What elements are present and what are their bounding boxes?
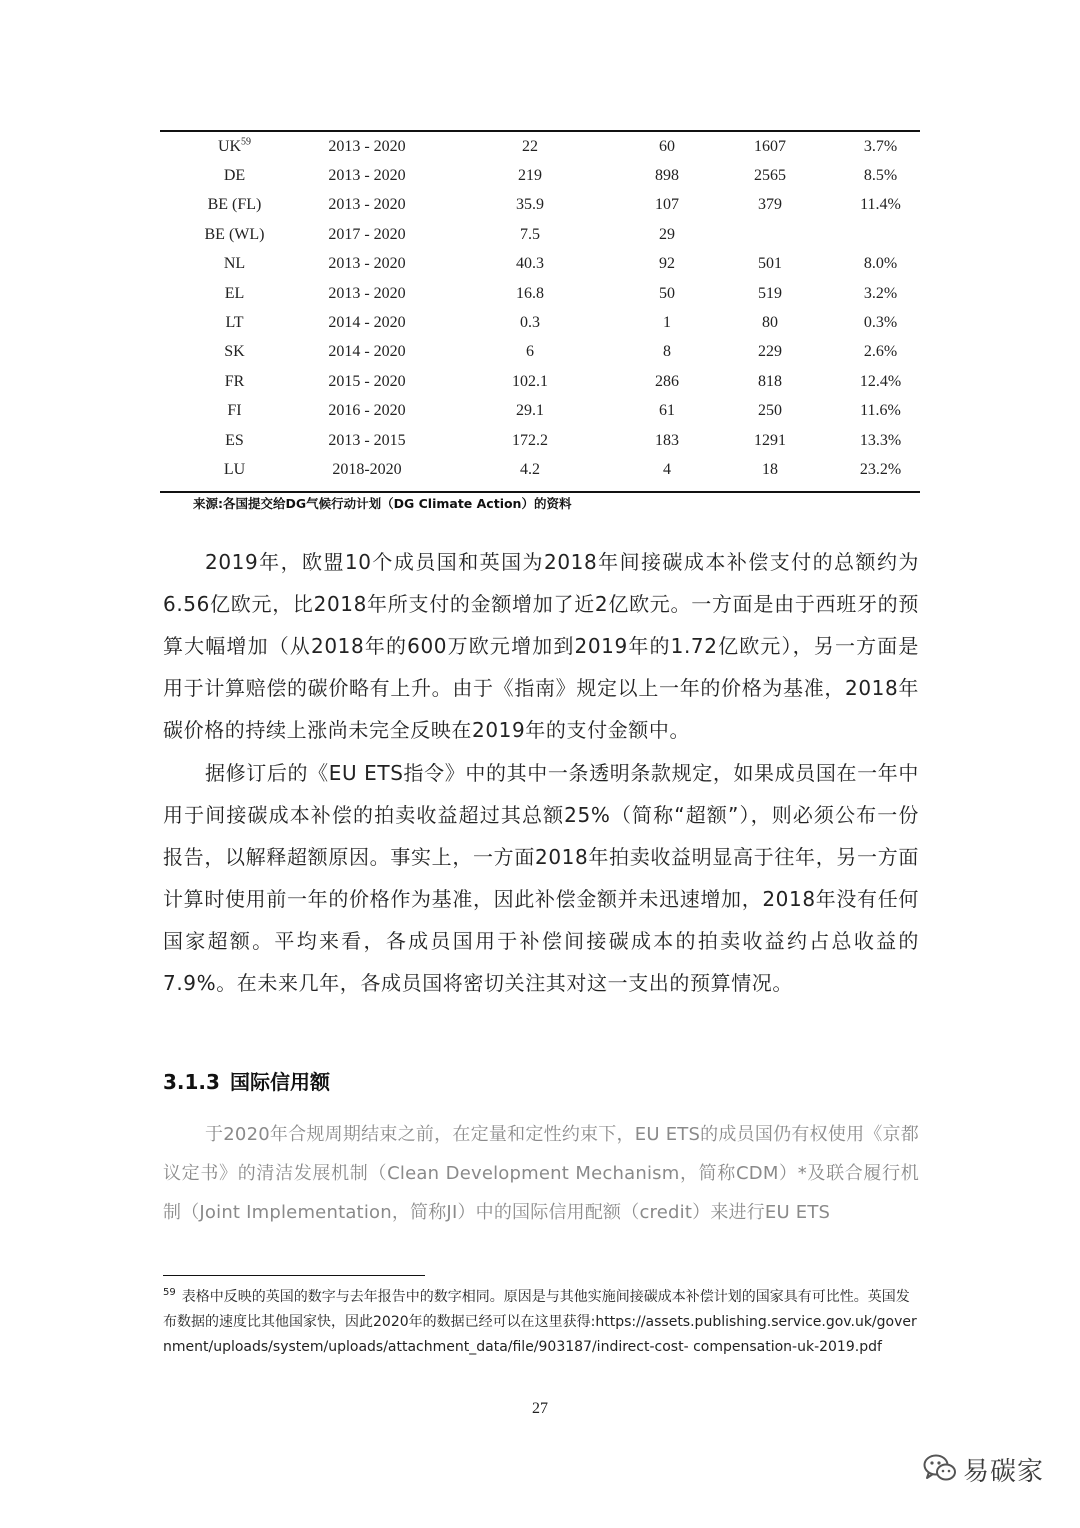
table-cell: 2013 - 2020 bbox=[328, 196, 406, 214]
table-row bbox=[160, 426, 920, 455]
table-source-note: 来源:各国提交给DG气候行动计划（DG Climate Action）的资料 bbox=[193, 496, 572, 511]
page-number: 27 bbox=[532, 1400, 548, 1417]
table-cell: 7.5 bbox=[520, 225, 540, 243]
country-cell bbox=[160, 220, 309, 249]
table-row bbox=[160, 455, 920, 484]
table-row bbox=[160, 279, 920, 308]
body-paragraph bbox=[163, 541, 919, 751]
table-cell: 8.0% bbox=[863, 255, 898, 273]
country-name: ES bbox=[225, 431, 244, 449]
table-cell: 250 bbox=[758, 402, 782, 420]
table-cell: 2018-2020 bbox=[332, 460, 402, 478]
table-cell: 898 bbox=[655, 167, 679, 185]
table-row bbox=[160, 220, 920, 249]
table-cell: 102.1 bbox=[512, 372, 548, 390]
table-cell: 3.2% bbox=[863, 284, 898, 302]
table-cell: 18 bbox=[762, 460, 778, 478]
footnote-link[interactable]: https://assets.publishing.service.gov.uk/government/uploads/system/uploads/attachment_data/file/903187/indirect-cost- compensation-uk-2019.pdf bbox=[163, 1314, 917, 1355]
body-paragraph bbox=[163, 1115, 919, 1232]
wechat-icon bbox=[923, 1453, 957, 1487]
section-title: 国际信用额 bbox=[229, 1070, 330, 1094]
table-cell: 2014 - 2020 bbox=[328, 314, 406, 332]
section-heading bbox=[163, 1066, 330, 1095]
table-cell: 6 bbox=[526, 343, 534, 361]
table-row bbox=[160, 308, 920, 337]
country-name: EL bbox=[224, 284, 245, 302]
country-cell bbox=[160, 397, 309, 426]
table-cell: 22 bbox=[522, 137, 538, 155]
footnote-number: 59 bbox=[163, 1287, 176, 1299]
table-cell: 11.6% bbox=[860, 402, 901, 420]
table-cell: 8 bbox=[663, 343, 671, 361]
footnote-ref: 59 bbox=[241, 136, 252, 148]
table-cell: 12.4% bbox=[859, 372, 902, 390]
table-cell: 286 bbox=[655, 372, 679, 390]
table-cell: 2013 - 2020 bbox=[328, 255, 406, 273]
footnote bbox=[163, 1285, 923, 1360]
country-cell bbox=[160, 191, 309, 220]
table-cell: 2013 - 2015 bbox=[328, 431, 406, 449]
table-cell: 2013 - 2020 bbox=[328, 284, 406, 302]
table-cell: 11.4% bbox=[860, 196, 901, 214]
country-name: DE bbox=[223, 167, 246, 185]
table-cell: 4 bbox=[663, 460, 671, 478]
paragraph-text: 2019年，欧盟10个成员国和英国为2018年间接碳成本补偿支付的总额约为6.56亿欧元，比2018年所支付的金额增加了近2亿欧元。一方面是由于西班牙的预算大幅增加（从2018年的600万欧元增加到2019年的1.72亿欧元），另一方面是用于计算赔偿的碳价略有上升。由于《指南》规定以上一年的价格为基准，2018年碳价格的持续上涨尚未完全反映在2019年的支付金额中。 bbox=[163, 550, 919, 742]
table-cell: 2565 bbox=[754, 167, 786, 185]
country-name: LT bbox=[225, 314, 244, 332]
country-cell bbox=[160, 279, 309, 308]
table-cell: 3.7% bbox=[863, 137, 898, 155]
table-cell: 29 bbox=[659, 225, 675, 243]
table-cell: 61 bbox=[659, 402, 675, 420]
table-cell bbox=[841, 220, 920, 249]
table-row bbox=[160, 132, 920, 161]
table-cell: 29.1 bbox=[516, 402, 544, 420]
table-row bbox=[160, 397, 920, 426]
country-cell bbox=[160, 426, 309, 455]
country-cell bbox=[160, 132, 309, 161]
table-cell: 183 bbox=[655, 431, 679, 449]
table-cell: 40.3 bbox=[516, 255, 544, 273]
body-paragraph bbox=[163, 752, 919, 1004]
table-cell: 4.2 bbox=[520, 460, 540, 478]
table-cell: 2013 - 2020 bbox=[328, 167, 406, 185]
section-number: 3.1.3 bbox=[163, 1070, 220, 1094]
table-cell: 60 bbox=[659, 137, 675, 155]
table-cell: 8.5% bbox=[863, 167, 898, 185]
table-cell: 172.2 bbox=[512, 431, 548, 449]
country-name: NL bbox=[223, 255, 246, 273]
table-cell: 2016 - 2020 bbox=[328, 402, 406, 420]
table-cell: 107 bbox=[655, 196, 679, 214]
table-cell: 2014 - 2020 bbox=[328, 343, 406, 361]
country-name: SK bbox=[224, 343, 245, 361]
paragraph-text: 于2020年合规周期结束之前，在定量和定性约束下，EU ETS的成员国仍有权使用《京都议定书》的清洁发展机制（Clean Development Mechanism，简称CDM）*及联合履行机制（Joint Implementation，简称JI）中的国际信用配额（credit）来进行EU ETS bbox=[163, 1124, 919, 1223]
table-cell: 80 bbox=[762, 314, 778, 332]
table-cell: 50 bbox=[659, 284, 675, 302]
table-cell: 0.3% bbox=[863, 314, 898, 332]
table-row bbox=[160, 250, 920, 279]
footnote-rule bbox=[163, 1275, 425, 1276]
country-name: FR bbox=[224, 372, 245, 390]
table-row bbox=[160, 367, 920, 396]
table-cell: 2013 - 2020 bbox=[328, 137, 406, 155]
table-cell: 16.8 bbox=[516, 284, 544, 302]
watermark-text: 易碳家 bbox=[962, 1457, 1044, 1487]
table-cell: 1 bbox=[663, 314, 671, 332]
table-cell: 2015 - 2020 bbox=[328, 372, 406, 390]
country-cell bbox=[160, 250, 309, 279]
table-cell: 229 bbox=[758, 343, 782, 361]
table-bottom-rule bbox=[160, 491, 920, 493]
country-cell bbox=[160, 308, 309, 337]
table-cell: 1291 bbox=[754, 431, 786, 449]
country-cell bbox=[160, 455, 309, 484]
table-cell: 501 bbox=[758, 255, 782, 273]
footnote-text: 表格中反映的英国的数字与去年报告中的数字相同。原因是与其他实施间接碳成本补偿计划的国家具有可比性。英国发布数据的速度比其他国家快，因此2020年的数据已经可以在这里获得: bbox=[163, 1289, 910, 1330]
country-cell bbox=[160, 161, 309, 190]
country-name: UK bbox=[217, 137, 242, 155]
table-cell: 379 bbox=[758, 196, 782, 214]
watermark bbox=[923, 1451, 1044, 1488]
table-cell: 219 bbox=[518, 167, 542, 185]
table-row bbox=[160, 191, 920, 220]
compensation-table bbox=[160, 132, 920, 485]
table-cell: 519 bbox=[758, 284, 782, 302]
country-cell bbox=[160, 367, 309, 396]
country-name: FI bbox=[227, 402, 242, 420]
country-cell bbox=[160, 338, 309, 367]
country-name: BE (FL) bbox=[207, 196, 262, 214]
table-cell: 92 bbox=[659, 255, 675, 273]
table-cell: 35.9 bbox=[516, 196, 544, 214]
paragraph-text: 据修订后的《EU ETS指令》中的其中一条透明条款规定，如果成员国在一年中用于间接碳成本补偿的拍卖收益超过其总额25%（简称“超额”），则必须公布一份报告，以解释超额原因。事实上，一方面2018年拍卖收益明显高于往年，另一方面计算时使用前一年的价格作为基准，因此补偿金额并未迅速增加，2018年没有任何国家超额。平均来看，各成员国用于补偿间接碳成本的拍卖收益约占总收益的7.9%。在未来几年，各成员国将密切关注其对这一支出的预算情况。 bbox=[163, 761, 919, 995]
table-cell: 818 bbox=[758, 372, 782, 390]
table-cell bbox=[699, 220, 841, 249]
table-cell: 0.3 bbox=[520, 314, 540, 332]
country-name: BE (WL) bbox=[204, 225, 265, 243]
country-name: LU bbox=[223, 460, 246, 478]
table-row bbox=[160, 161, 920, 190]
table-cell: 2017 - 2020 bbox=[328, 225, 406, 243]
table-cell: 13.3% bbox=[859, 431, 902, 449]
table-cell: 1607 bbox=[754, 137, 786, 155]
table-row bbox=[160, 338, 920, 367]
table-cell: 23.2% bbox=[859, 460, 902, 478]
table-cell: 2.6% bbox=[863, 343, 898, 361]
